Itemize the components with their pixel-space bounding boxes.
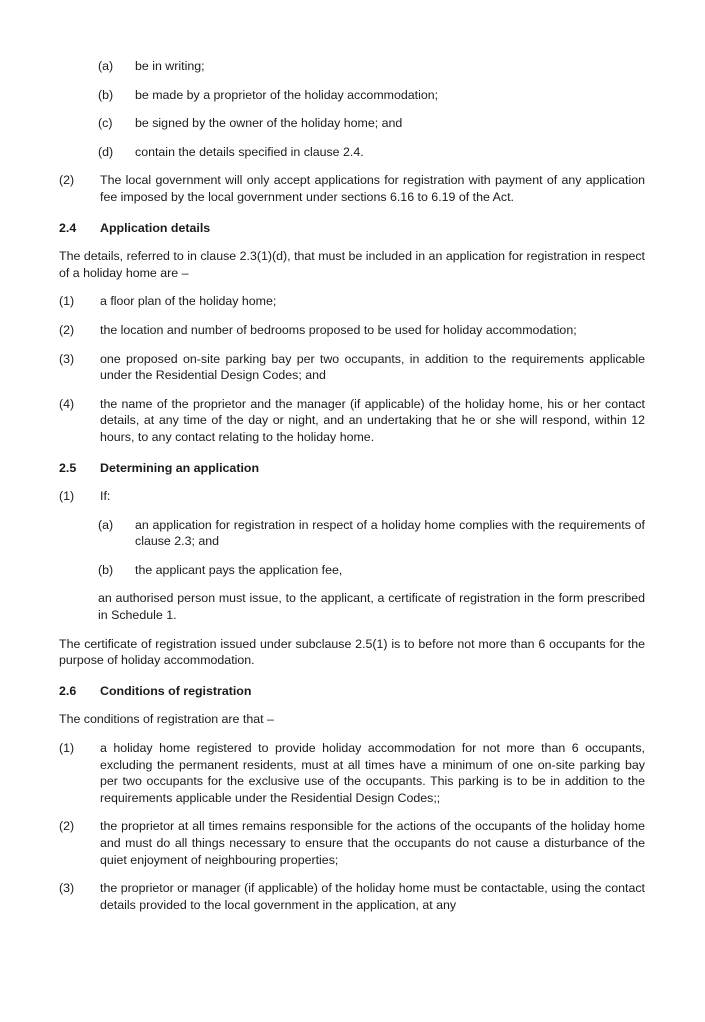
list-item [98,562,645,579]
list-item [59,322,645,339]
section-heading-2-4 [59,220,645,237]
list-item-text: be signed by the owner of the holiday home; and [135,116,403,131]
list-item-text: the location and number of bedrooms proposed to be used for holiday accommodation; [100,322,577,337]
list-item-text: If: [100,489,111,504]
list-item-text: the name of the proprietor and the manager (if applicable) of the holiday home, his or her contact details, at any time of the day or night, and an undertaking that he or she will respond, within 12 hours, to any contact relating to the holiday home. [100,396,645,444]
list-marker: (d) [98,144,114,159]
section-title: Determining an application [100,460,260,475]
list-item [59,172,645,205]
list-item-text: be in writing; [135,59,205,73]
list-item [59,880,645,913]
list-item-text: the proprietor at all times remains responsible for the actions of the occupants of the holiday home and must do all things necessary to ensure that the occupants do not cause a disturbance of the quiet enjoyment of neighbouring properties; [100,819,645,867]
list-item-text: one proposed on-site parking bay per two occupants, in addition to the requirements applicable under the Residential Design Codes; and [100,351,645,383]
list-item-text: the applicant pays the application fee, [135,562,343,577]
section-number: 2.6 [59,683,77,698]
list-item [98,87,645,104]
paragraph-2-4-intro: The details, referred to in clause 2.3(1)(d), that must be included in an application for registration in respect of a holiday home are – [59,249,645,280]
paragraph-2-5-note: The certificate of registration issued under subclause 2.5(1) is to before not more than 6 occupants for the purpose of holiday accommodation. [59,636,645,668]
list-item-text: the proprietor or manager (if applicable) of the holiday home must be contactable, using the contact details provided to the local government in the application, at any [100,881,645,912]
list-item-text: contain the details specified in clause 2.4. [135,144,364,159]
list-marker: (c) [98,116,113,131]
list-marker: (2) [59,173,75,188]
paragraph-2-6-intro: The conditions of registration are that – [59,712,274,727]
section-heading-2-5 [59,460,645,477]
list-item-text: be made by a proprietor of the holiday accommodation; [135,87,439,102]
list-marker: (1) [59,489,75,504]
list-item-text: an application for registration in respect of a holiday home complies with the requirements of clause 2.3; and [135,517,645,549]
list-item-text: a floor plan of the holiday home; [100,294,277,309]
list-item-text: The local government will only accept applications for registration with payment of any application fee imposed by the local government under sections 6.16 to 6.19 of the Act. [100,173,645,204]
list-marker: (b) [98,562,114,577]
list-item [98,58,645,75]
section-number: 2.4 [59,220,77,235]
section-title: Conditions of registration [100,683,252,698]
list-marker: (2) [59,322,75,337]
list-item [59,293,645,310]
list-marker: (3) [59,351,75,366]
list-item [59,488,645,505]
list-item [98,517,645,550]
list-marker: (a) [98,59,114,73]
list-item [59,740,645,806]
list-item [98,144,645,161]
list-item [59,818,645,868]
list-marker: (2) [59,819,75,834]
list-item [98,115,645,132]
section-title: Application details [100,220,211,235]
section-heading-2-6 [59,683,645,700]
document-body [59,58,645,913]
list-marker: (4) [59,396,75,411]
list-item [59,396,645,446]
list-marker: (1) [59,741,75,756]
list-item [59,351,645,384]
list-marker: (1) [59,294,75,309]
list-marker: (3) [59,881,75,896]
list-marker: (b) [98,87,114,102]
list-item-text: a holiday home registered to provide holiday accommodation for not more than 6 occupants, excluding the permanent residents, must at all times have a minimum of one on-site parking bay per two occupants for the exclusive use of the occupants. This parking is to be in addition to the requirements applicable under the Residential Design Codes;; [100,741,645,805]
paragraph-2-5-closing: an authorised person must issue, to the applicant, a certificate of registration in the form prescribed in Schedule 1. [98,591,645,623]
section-number: 2.5 [59,460,77,475]
list-marker: (a) [98,517,114,532]
